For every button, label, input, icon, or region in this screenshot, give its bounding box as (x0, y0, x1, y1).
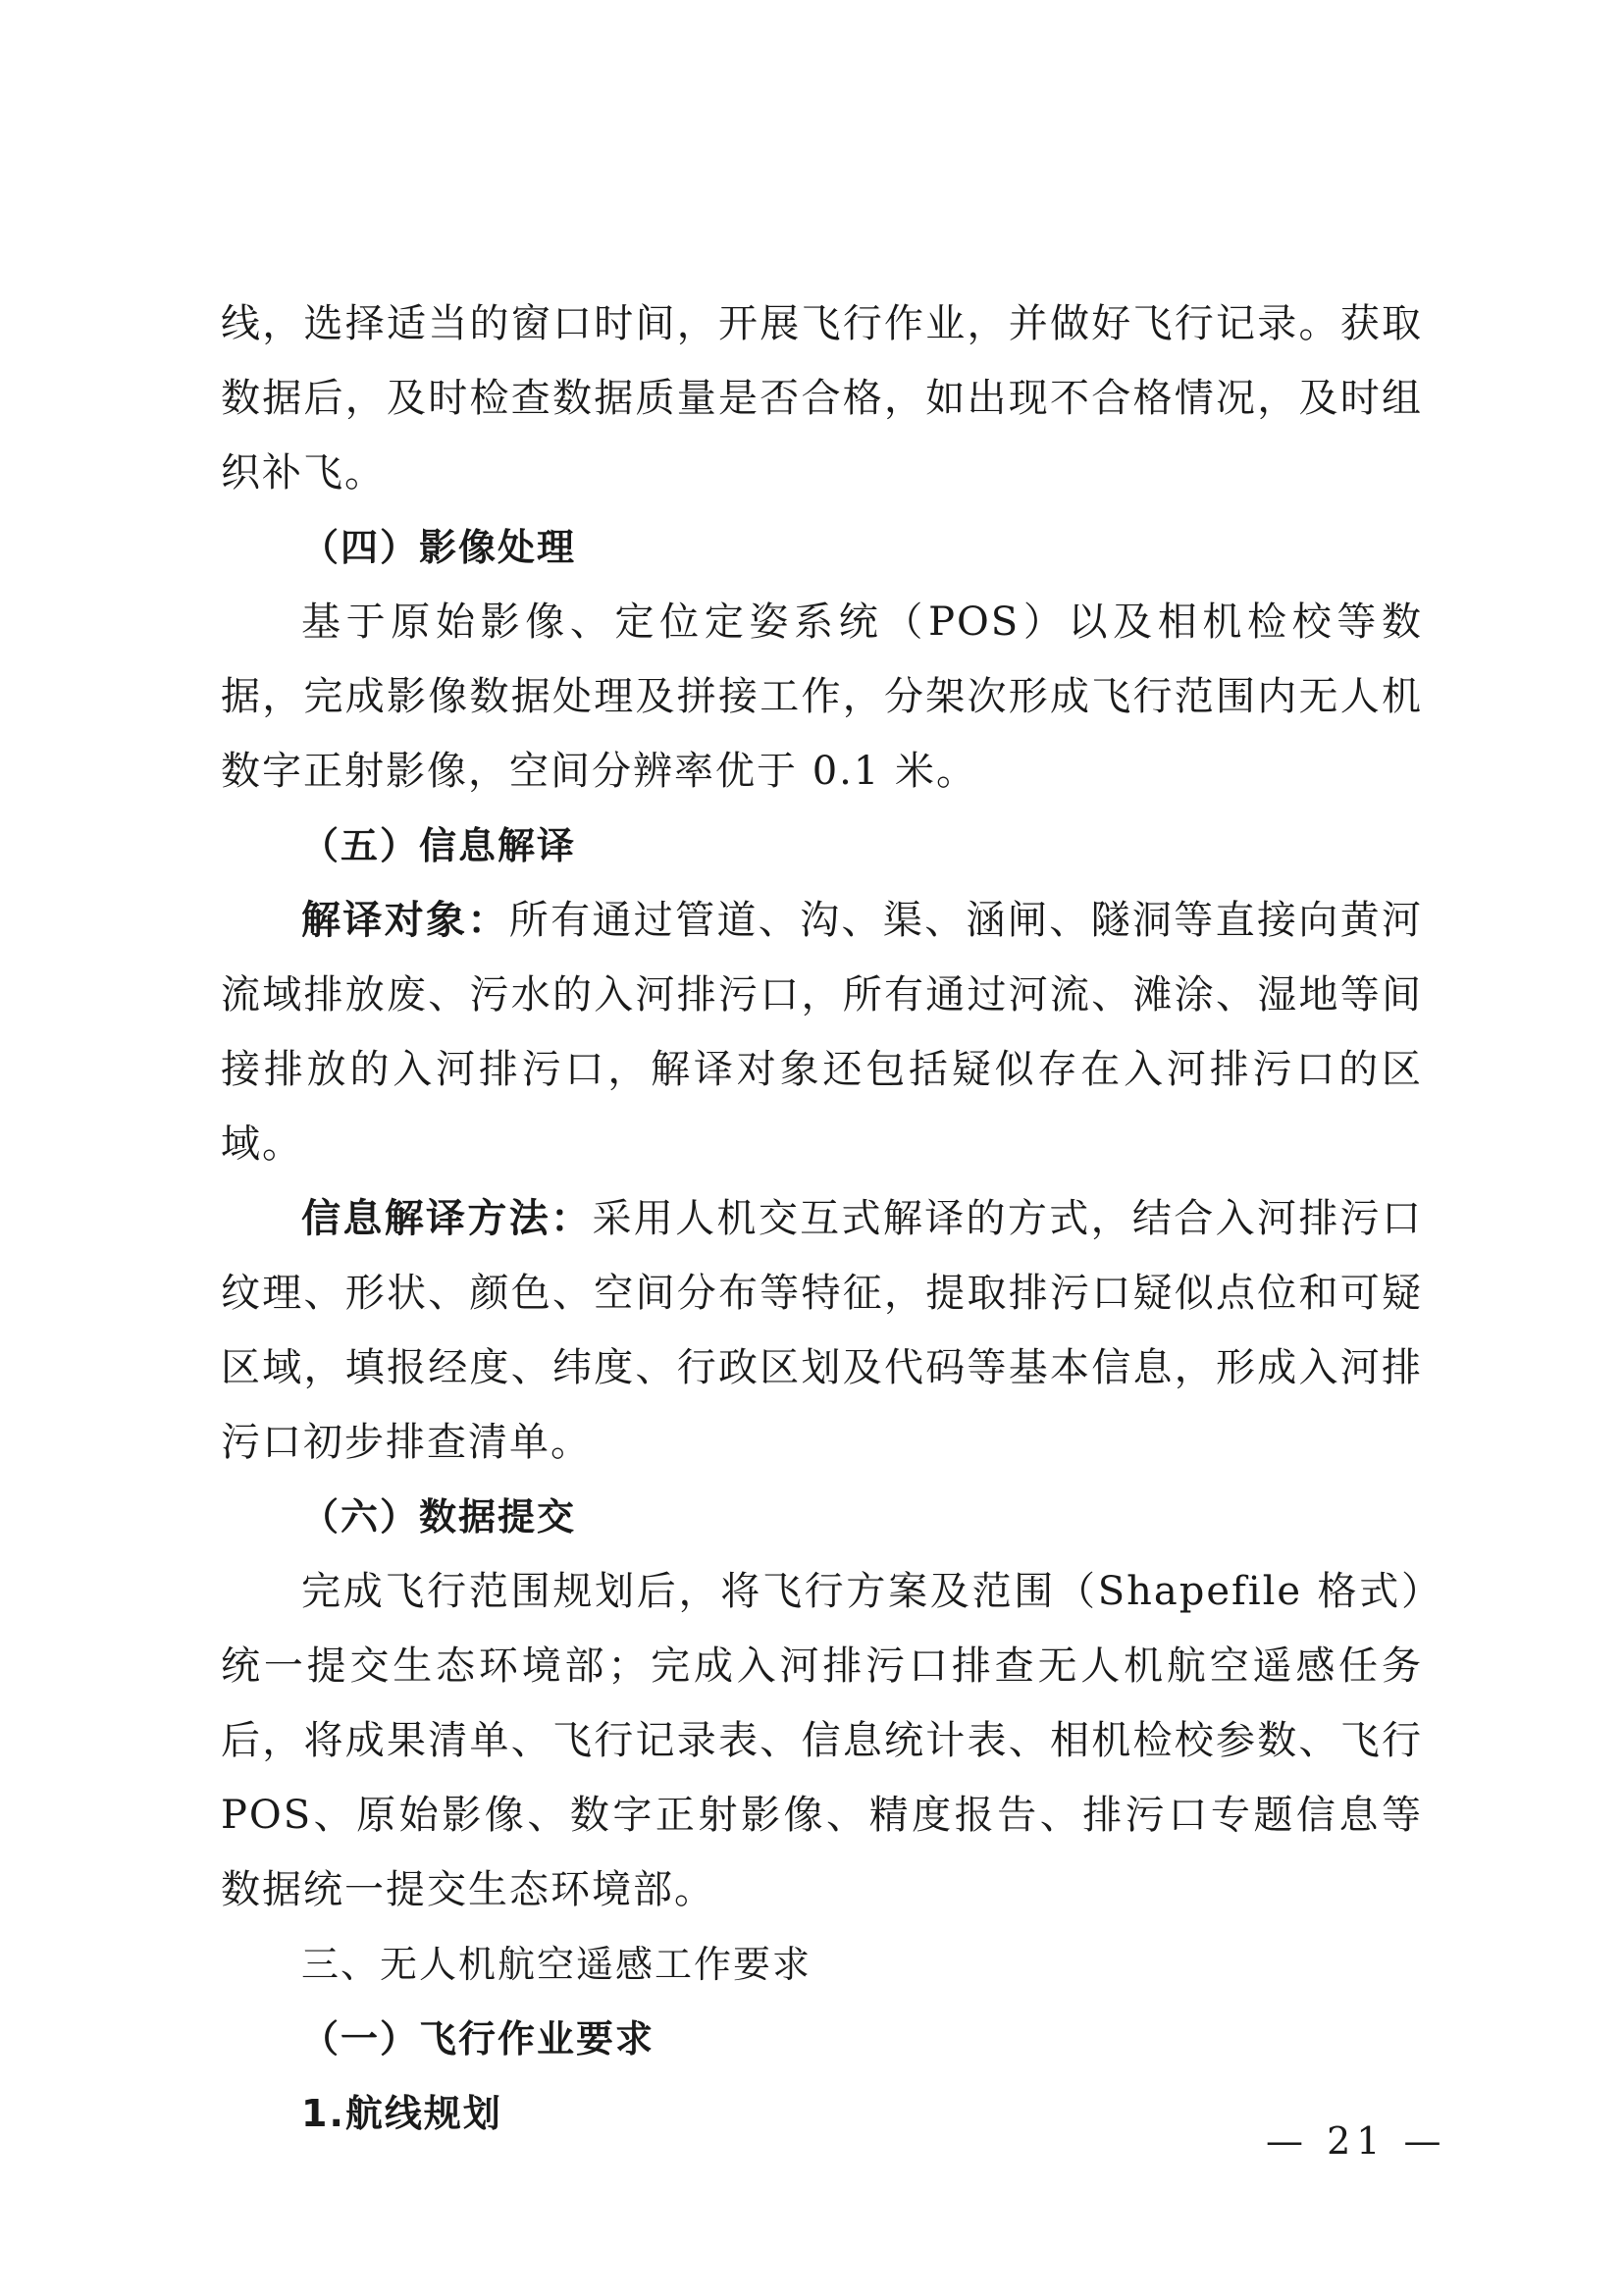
heading-information-interpretation: （五）信息解译 (301, 824, 577, 867)
paragraph-data-submission: 完成飞行范围规划后，将飞行方案及范围（Shapefile 格式）统一提交生态环境部；完成入河排污口排查无人机航空遥感任务后，将成果清单、飞行记录表、信息统计表、相机检校参数、飞行 POS、原始影像、数字正射影像、精度报告、排污口专题信息等数据统一提交生态环境部。 (221, 1569, 1423, 1912)
paragraph-interpretation-method (221, 1181, 1423, 1480)
lead-interpretation-method: 信息解译方法： (301, 1196, 593, 1241)
body-interpretation-method: 采用人机交互式解译的方式，结合入河排污口纹理、形状、颜色、空间分布等特征，提取排污口疑似点位和可疑区域，填报经度、纬度、行政区划及代码等基本信息，形成入河排污口初步排查清单。 (221, 1196, 1424, 1465)
page-number: — 21 — (1266, 2119, 1447, 2163)
paragraph-interpretation-objects (221, 883, 1423, 1181)
body-interpretation-objects: 所有通过管道、沟、渠、涵闸、隧洞等直接向黄河流域排放废、污水的入河排污口，所有通过河流、滩涂、湿地等间接排放的入河排污口，解译对象还包括疑似存在入河排污口的区域。 (221, 898, 1424, 1167)
heading-flight-operation-requirements: （一）飞行作业要求 (301, 2017, 655, 2061)
section-heading-uav-requirements: 三、无人机航空遥感工作要求 (301, 1943, 812, 1986)
heading-data-submission: （六）数据提交 (301, 1495, 577, 1539)
document-page (221, 287, 1423, 2151)
heading-route-planning: 1.航线规划 (301, 2092, 502, 2135)
heading-image-processing: （四）影像处理 (301, 526, 577, 569)
paragraph-image-processing: 基于原始影像、定位定姿系统（POS）以及相机检校等数据，完成影像数据处理及拼接工作，分架次形成飞行范围内无人机数字正射影像，空间分辨率优于 0.1 米。 (221, 600, 1423, 794)
lead-interpretation-objects: 解译对象： (301, 898, 509, 943)
paragraph-continuation: 线，选择适当的窗口时间，开展飞行作业，并做好飞行记录。获取数据后，及时检查数据质量是否合格，如出现不合格情况，及时组织补飞。 (221, 301, 1423, 496)
